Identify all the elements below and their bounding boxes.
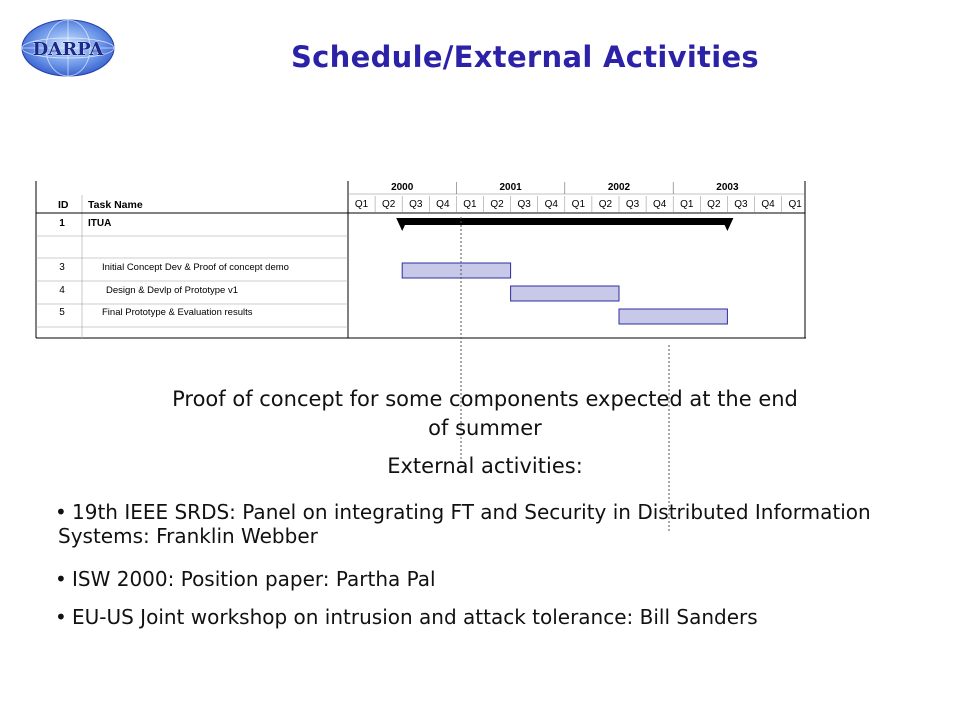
quarter-label: Q4 <box>436 199 450 210</box>
task-name: ITUA <box>88 218 112 229</box>
col-task-name-header: Task Name <box>88 199 143 211</box>
quarter-label: Q4 <box>544 199 558 210</box>
bullet-dot: • <box>55 605 67 629</box>
quarter-label: Q1 <box>354 199 369 210</box>
quarter-label: Q3 <box>734 199 748 210</box>
logo-text: DARPA <box>32 39 104 60</box>
col-id-header: ID <box>58 199 69 211</box>
quarter-label: Q4 <box>652 199 667 210</box>
bullet-dot: • <box>55 500 67 524</box>
quarter-label: Q1 <box>463 199 477 210</box>
gantt-bars <box>396 218 733 324</box>
year-labels <box>391 182 739 194</box>
year-label: 2003 <box>716 182 739 193</box>
task-rows <box>59 218 289 318</box>
task-id: 5 <box>59 307 65 318</box>
task-bar <box>511 286 619 301</box>
quarter-label: Q4 <box>761 199 775 210</box>
proof-of-concept-text: Proof of concept for some components expected at the end <box>172 387 798 411</box>
task-id: 1 <box>59 218 65 229</box>
task-name: Design & Devlp of Prototype v1 <box>106 285 239 296</box>
bullet-item-isw: • ISW 2000: Position paper: Partha Pal <box>55 567 436 591</box>
quarter-label: Q1 <box>788 199 802 210</box>
quarter-label: Q3 <box>625 199 640 210</box>
task-name: Final Prototype & Evaluation results <box>102 307 253 318</box>
proof-of-concept-text-cont: of summer <box>428 416 542 440</box>
task-bar <box>619 309 727 324</box>
quarter-label: Q1 <box>571 199 586 210</box>
task-id: 3 <box>59 262 65 273</box>
quarter-label: Q3 <box>517 199 531 210</box>
task-name: Initial Concept Dev & Proof of concept demo <box>102 262 289 273</box>
year-label: 2002 <box>607 182 631 193</box>
quarter-label: Q2 <box>707 199 721 210</box>
year-label: 2000 <box>391 182 414 193</box>
bullet-item-eu-us: • EU-US Joint workshop on intrusion and attack tolerance: Bill Sanders <box>55 605 758 629</box>
summary-bar <box>402 218 727 225</box>
quarter-label: Q3 <box>409 199 423 210</box>
quarter-label: Q1 <box>680 199 694 210</box>
external-activities-heading: External activities: <box>387 454 583 478</box>
quarter-label: Q2 <box>598 199 613 210</box>
bullet-dot: • <box>55 567 67 591</box>
quarter-label: Q2 <box>381 199 396 210</box>
year-label: 2001 <box>499 182 522 193</box>
task-bar <box>402 263 510 278</box>
bullet-item-srds: • 19th IEEE SRDS: Panel on integrating FT and Security in Distributed Information Systems: Franklin Webber <box>55 500 871 548</box>
task-id: 4 <box>59 285 65 296</box>
page-title: Schedule/External Activities <box>290 40 759 74</box>
quarter-label: Q2 <box>490 199 504 210</box>
quarter-labels <box>355 196 802 213</box>
